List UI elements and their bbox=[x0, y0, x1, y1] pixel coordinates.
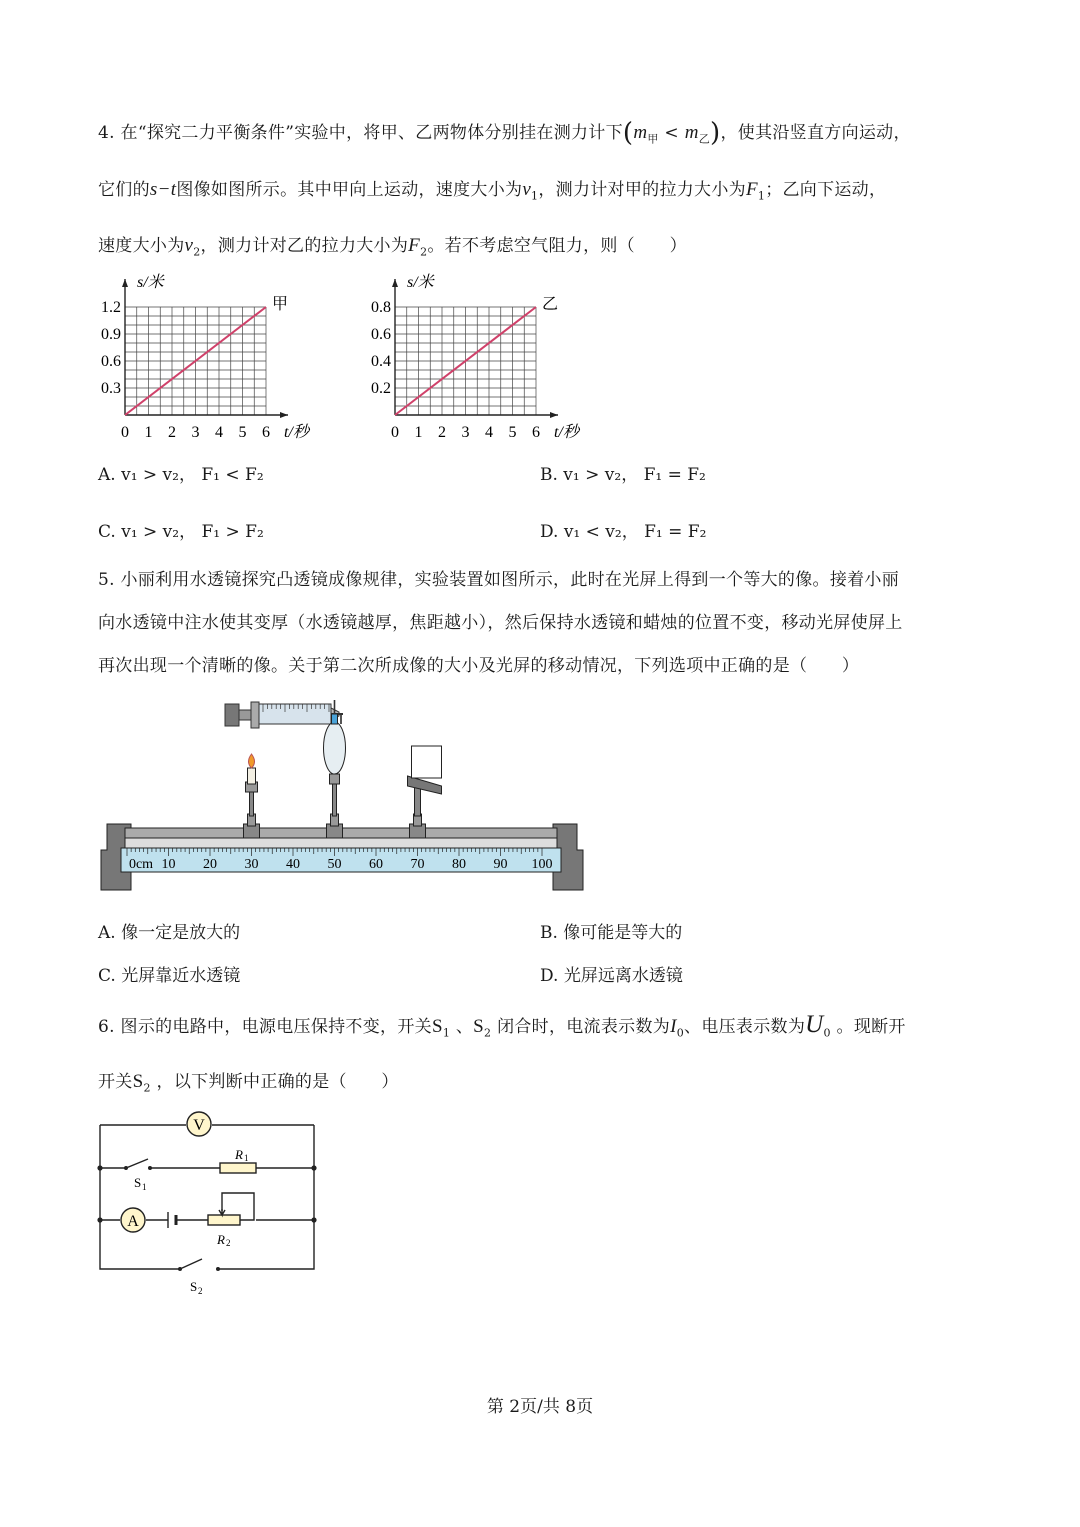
svg-text:2: 2 bbox=[226, 1238, 231, 1248]
q5-line-1: 5. 小丽利用水透镜探究凸透镜成像规律，实验装置如图所示，此时在光屏上得到一个等大的像。接着小丽 bbox=[98, 570, 900, 590]
ruler-label: 20 bbox=[203, 857, 217, 872]
ruler-label: 60 bbox=[369, 857, 383, 872]
bench-rail-lower bbox=[125, 838, 557, 848]
q5-option-d[interactable]: D. 光屏远离水透镜 bbox=[540, 966, 683, 986]
ruler-label: 10 bbox=[161, 857, 176, 872]
light-screen-holder bbox=[408, 746, 442, 838]
ruler-label: 40 bbox=[286, 857, 300, 872]
circuit-diagram bbox=[90, 1105, 330, 1300]
x-tick-label: 4 bbox=[485, 424, 493, 441]
x-axis-arrow bbox=[280, 412, 288, 418]
q4-option-b[interactable]: B. v₁ > v₂， F₁ = F₂ bbox=[540, 465, 706, 485]
chart-jia bbox=[90, 265, 330, 450]
q4-line-3: 速度大小为$v_2$，测力计对乙的拉力大小为$F_2$。若不考虑空气阻力，则（ ） bbox=[98, 235, 687, 259]
chart-yi bbox=[360, 265, 600, 450]
x-tick-label: 3 bbox=[461, 424, 470, 441]
x-tick-label: 3 bbox=[191, 424, 200, 441]
optical-bench-figure bbox=[95, 690, 590, 900]
x-tick-label: 2 bbox=[438, 424, 446, 441]
water-lens-icon bbox=[324, 722, 346, 774]
page-footer: 第 2页/共 8页 bbox=[486, 1397, 594, 1417]
y-tick-label: 0.8 bbox=[371, 299, 391, 316]
q5-line-2: 向水透镜中注水使其变厚（水透镜越厚，焦距越小），然后保持水透镜和蜡烛的位置不变，移动光屏使屏上 bbox=[98, 613, 903, 633]
ammeter-icon bbox=[121, 1208, 145, 1232]
y-tick-label: 0.6 bbox=[371, 326, 391, 343]
q5-option-c[interactable]: C. 光屏靠近水透镜 bbox=[98, 966, 241, 986]
series-label: 甲 bbox=[272, 296, 289, 313]
x-tick-label: 4 bbox=[215, 424, 223, 441]
voltmeter-icon bbox=[187, 1112, 211, 1136]
ruler-label: 50 bbox=[327, 857, 342, 872]
candle-icon bbox=[248, 768, 256, 784]
y-axis-arrow bbox=[122, 279, 128, 287]
x-tick-label: 6 bbox=[262, 424, 270, 441]
y-tick-label: 0.3 bbox=[101, 380, 121, 397]
x-tick-label: 1 bbox=[414, 424, 423, 441]
svg-text:2: 2 bbox=[198, 1286, 203, 1296]
svg-text:S: S bbox=[134, 1175, 142, 1190]
x-tick-label: 6 bbox=[532, 424, 540, 441]
ruler-label: 100 bbox=[531, 857, 553, 872]
x-tick-label: 5 bbox=[508, 424, 517, 441]
svg-text:A: A bbox=[127, 1213, 139, 1230]
y-axis-label: s/米 bbox=[407, 274, 434, 291]
x-tick-label: 0 bbox=[121, 424, 129, 441]
x-tick-label: 5 bbox=[238, 424, 247, 441]
x-axis-label: t/秒 bbox=[284, 424, 309, 441]
ruler-label: 90 bbox=[493, 857, 508, 872]
svg-text:R: R bbox=[217, 1232, 225, 1247]
syringe bbox=[225, 702, 341, 728]
x-tick-label: 0 bbox=[391, 424, 399, 441]
ruler-label: 70 bbox=[410, 857, 425, 872]
candle-holder bbox=[244, 754, 260, 838]
q5-option-b[interactable]: B. 像可能是等大的 bbox=[540, 923, 683, 943]
x-tick-label: 1 bbox=[144, 424, 153, 441]
q5-option-a[interactable]: A. 像一定是放大的 bbox=[98, 923, 241, 943]
ruler-label: 80 bbox=[452, 857, 466, 872]
svg-text:R: R bbox=[235, 1147, 243, 1162]
light-screen-icon bbox=[412, 746, 442, 778]
y-tick-label: 0.4 bbox=[371, 353, 391, 370]
y-tick-label: 0.9 bbox=[101, 326, 121, 343]
q5-line-3: 再次出现一个清晰的像。关于第二次所成像的大小及光屏的移动情况，下列选项中正确的是（ ） bbox=[98, 656, 860, 676]
series-label: 乙 bbox=[542, 296, 559, 313]
q4-option-c[interactable]: C. v₁ > v₂， F₁ > F₂ bbox=[98, 522, 264, 542]
q4-line-2: 它们的s−t图像如图所示。其中甲向上运动，速度大小为$v_1$，测力计对甲的拉力大小为$F_1$；乙向下运动， bbox=[98, 179, 887, 203]
x-axis-label: t/秒 bbox=[554, 424, 579, 441]
svg-text:1: 1 bbox=[142, 1182, 147, 1192]
flame-icon bbox=[249, 754, 255, 768]
svg-text:V: V bbox=[193, 1117, 205, 1134]
q4-option-d[interactable]: D. v₁ < v₂， F₁ = F₂ bbox=[540, 522, 707, 542]
ruler-label: 0cm bbox=[128, 857, 154, 872]
y-axis-label: s/米 bbox=[137, 274, 164, 291]
y-tick-label: 1.2 bbox=[101, 299, 121, 316]
x-tick-label: 2 bbox=[168, 424, 176, 441]
resistor-r1 bbox=[220, 1163, 256, 1173]
y-tick-label: 0.2 bbox=[371, 380, 391, 397]
svg-text:S: S bbox=[190, 1279, 198, 1294]
x-axis-arrow bbox=[550, 412, 558, 418]
svg-text:1: 1 bbox=[244, 1153, 249, 1163]
ruler-label: 30 bbox=[244, 857, 259, 872]
q4-option-a[interactable]: A. v₁ > v₂， F₁ < F₂ bbox=[98, 465, 264, 485]
q4-line-1: 4. 在“探究二力平衡条件”实验中，将甲、乙两物体分别挂在测力计下$(m_甲 < m_乙)$，使其沿竖直方向运动， bbox=[98, 118, 911, 148]
y-tick-label: 0.6 bbox=[101, 353, 121, 370]
q6-line-1: 6. 图示的电路中，电源电压保持不变，开关$S_1$ 、$S_2$ 闭合时，电流表示数为$I_0$、电压表示数为$U_0$ 。现断开 bbox=[98, 1011, 906, 1040]
y-axis-arrow bbox=[392, 279, 398, 287]
q6-line-2: 开关$S_2$ ，以下判断中正确的是（ ） bbox=[98, 1071, 399, 1095]
rheostat-r2 bbox=[208, 1215, 240, 1225]
